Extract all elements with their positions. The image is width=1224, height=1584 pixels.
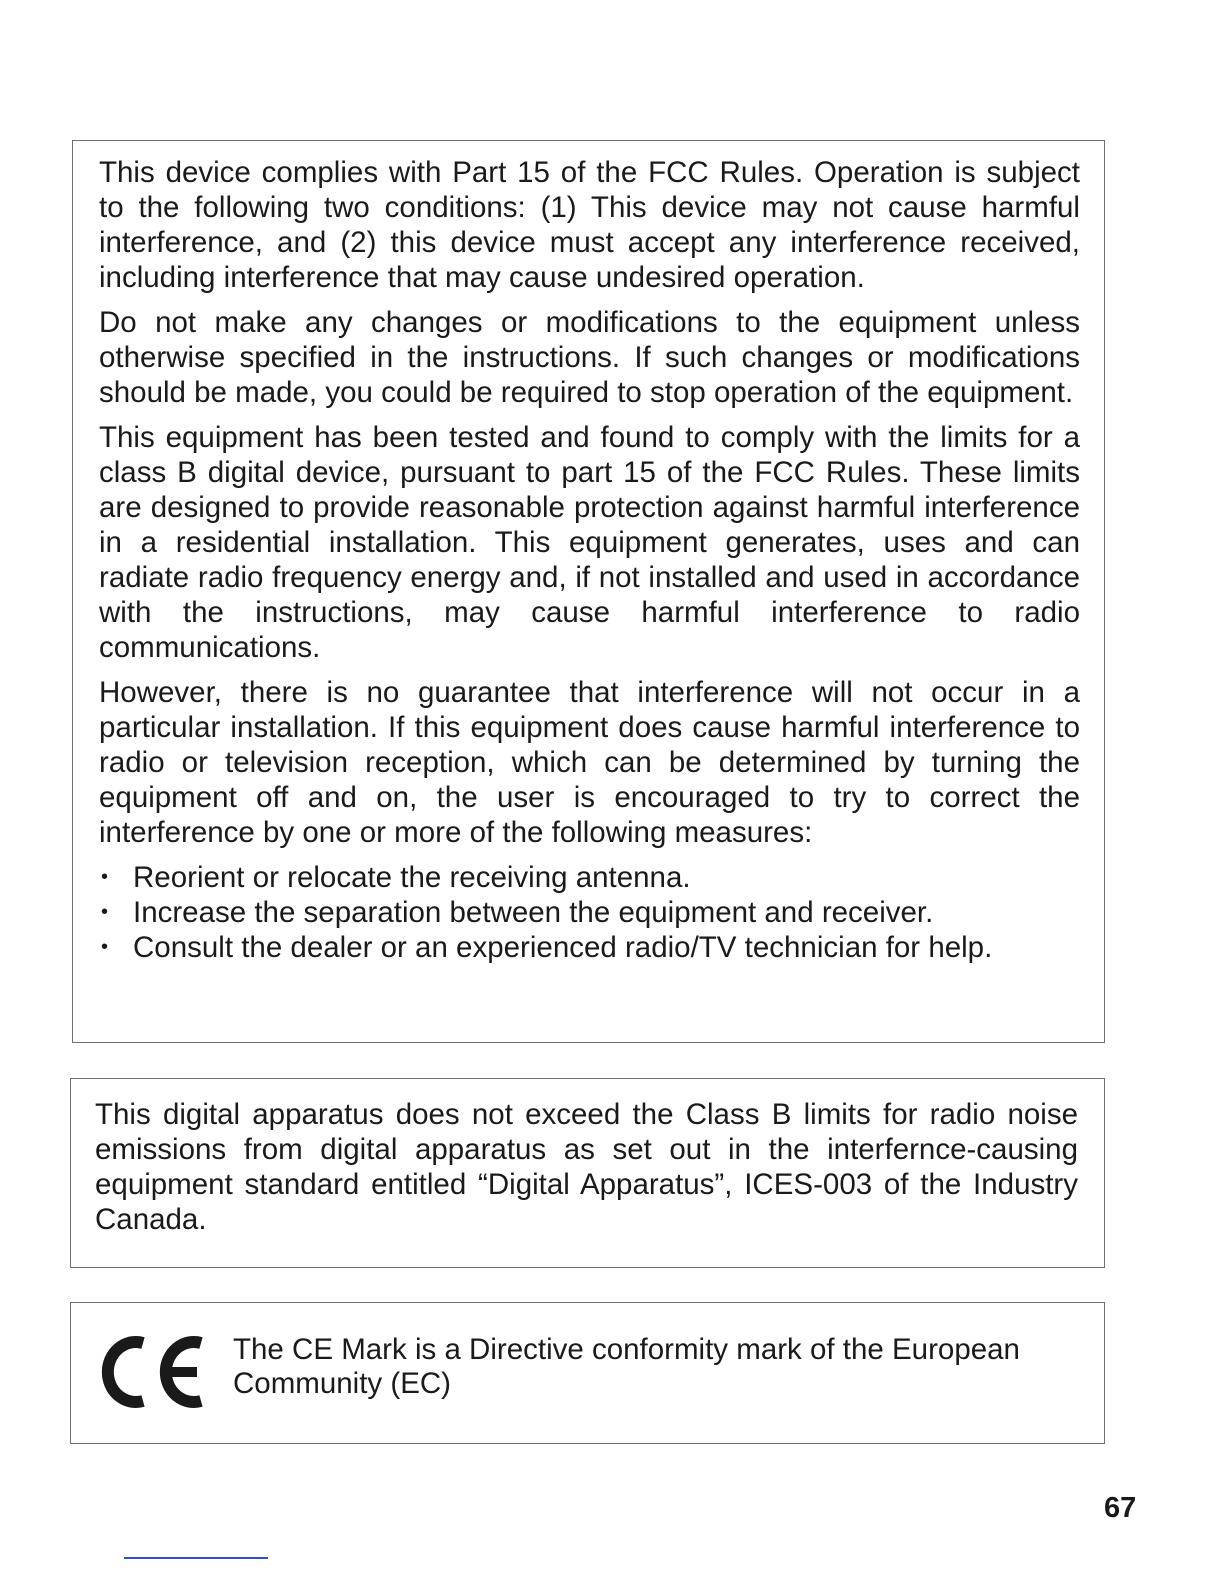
- ce-notice-text: The CE Mark is a Directive conformity mark of the European Community (EC): [233, 1333, 1020, 1400]
- fcc-paragraph-1: This device complies with Part 15 of the FCC Rules. Operation is subject to the following two conditions: (1) This device may not cause harmful interference, and (2) this device must accept any interference received, including interference that may cause undesired operation.: [99, 156, 1080, 294]
- list-item: [99, 860, 1080, 895]
- ce-mark-icon: [97, 1331, 207, 1413]
- industry-canada-text: This digital apparatus does not exceed the Class B limits for radio noise emissions from digital apparatus as set out in the interfernce-causing equipment standard entitled “Digital Apparatus”, ICES-003 of the Industry Canada.: [95, 1098, 1078, 1236]
- ce-notice-box: [70, 1302, 1105, 1444]
- fcc-paragraph-4: However, there is no guarantee that interference will not occur in a particular installation. If this equipment does cause harmful interference to radio or television reception, which can be determined by turning the equipment off and on, the user is encouraged to try to correct the interference by one or more of the following measures:: [99, 676, 1080, 849]
- fcc-compliance-box: [72, 140, 1105, 1043]
- bullet-icon: •: [101, 901, 109, 923]
- measure-text: Reorient or relocate the receiving antenna.: [133, 861, 691, 894]
- fcc-paragraph-3: This equipment has been tested and found to comply with the limits for a class B digital device, pursuant to part 15 of the FCC Rules. These limits are designed to provide reasonable protection against harmful interference in a residential installation. This equipment generates, uses and can radiate radio frequency energy and, if not installed and used in accordance with the instructions, may cause harmful interference to radio communications.: [99, 421, 1080, 664]
- page-number: 67: [1104, 1492, 1137, 1524]
- measures-list: [99, 860, 1080, 965]
- measure-text: Consult the dealer or an experienced radio/TV technician for help.: [133, 931, 993, 964]
- industry-canada-box: [70, 1078, 1105, 1268]
- bullet-icon: •: [101, 936, 109, 958]
- list-item: [99, 895, 1080, 930]
- footer-rule: [124, 1557, 268, 1559]
- list-item: [99, 930, 1080, 965]
- measure-text: Increase the separation between the equipment and receiver.: [133, 896, 934, 929]
- fcc-paragraph-2: Do not make any changes or modifications to the equipment unless otherwise specified in the instructions. If such changes or modifications should be made, you could be required to stop operation of the equipment.: [99, 306, 1080, 409]
- bullet-icon: •: [101, 866, 109, 888]
